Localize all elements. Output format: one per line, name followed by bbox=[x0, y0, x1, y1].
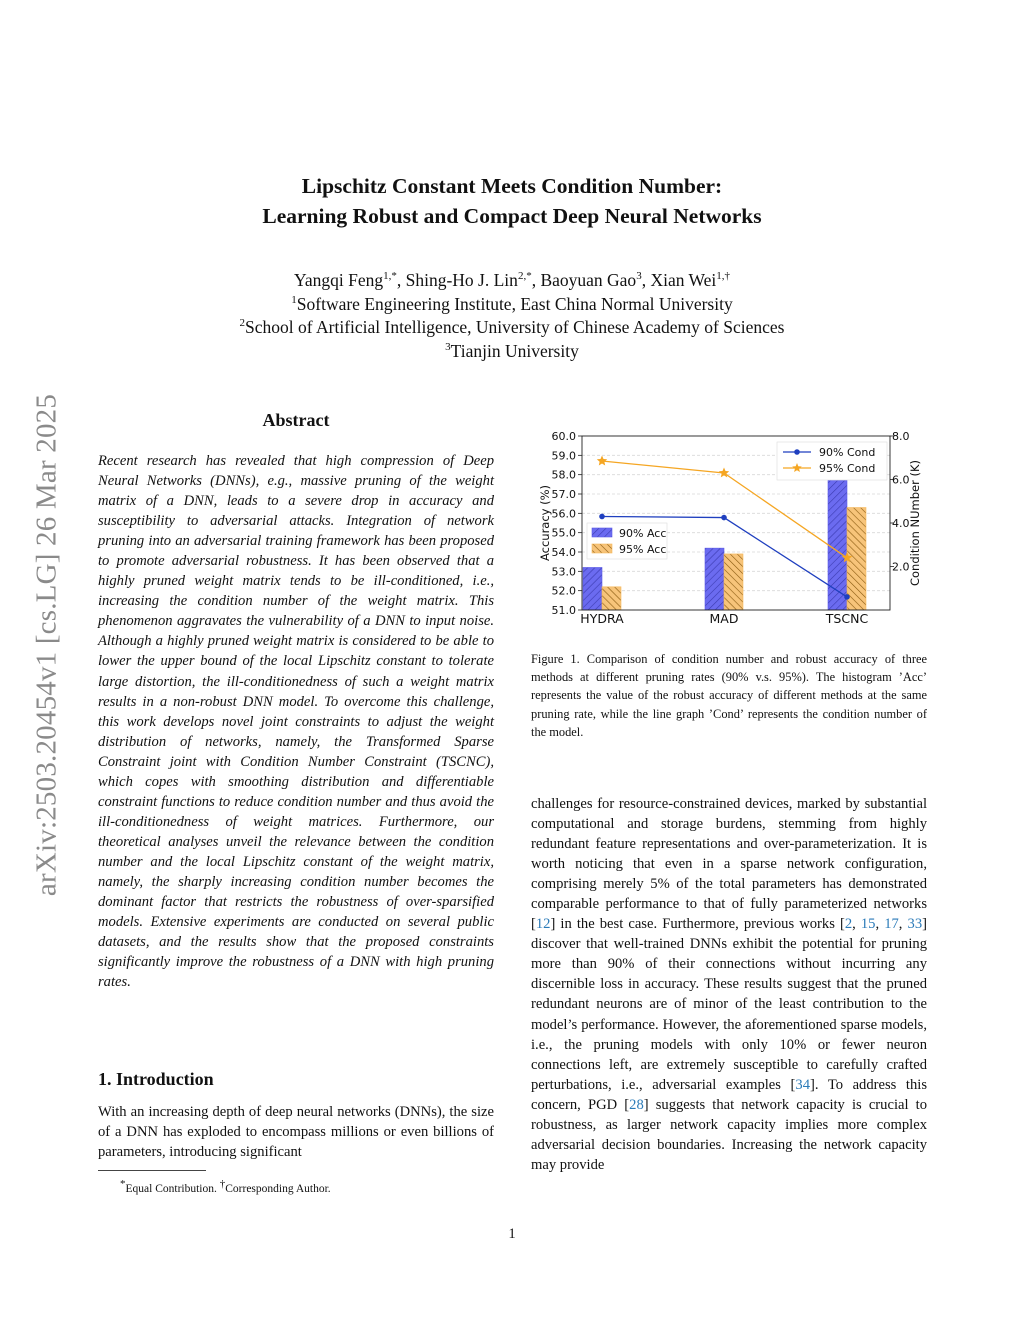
citation-link[interactable]: 17 bbox=[884, 916, 899, 933]
section-heading-introduction: 1. Introduction bbox=[98, 1069, 214, 1089]
affiliation-3: $^3$Tianjin University bbox=[445, 341, 579, 361]
legend-swatch-95 bbox=[592, 544, 612, 553]
paper-title-line-1: Lipschitz Constant Meets Condition Number: bbox=[301, 174, 723, 198]
y-tick-label: 60.0 bbox=[551, 430, 576, 443]
page-number: 1 bbox=[508, 1226, 516, 1242]
author-affiliation-mark: 1,† bbox=[716, 270, 731, 283]
bar-90-acc bbox=[705, 548, 724, 610]
y2-tick-label: 4.0 bbox=[892, 517, 910, 530]
author-name: , Baoyuan Gao bbox=[531, 270, 637, 290]
paper-title-line-2: Learning Robust and Compact Deep Neural Networks bbox=[262, 204, 762, 228]
point-95-cond bbox=[597, 456, 607, 466]
legend-label-90-acc: 90% Acc bbox=[619, 527, 667, 540]
y-tick-label: 53.0 bbox=[551, 565, 576, 579]
abstract-heading: Abstract bbox=[262, 410, 330, 430]
y-tick-label: 57.0 bbox=[551, 488, 576, 501]
citation-link[interactable]: 15 bbox=[860, 916, 876, 933]
author-list bbox=[0, 270, 1024, 291]
figure-1-chart bbox=[531, 426, 951, 636]
affiliation-2: $^2$School of Artificial Intelligence, University of Chinese Academy of Sciences bbox=[239, 317, 785, 337]
point-90-cond bbox=[599, 514, 605, 520]
citation-link[interactable]: 28 bbox=[629, 1096, 644, 1113]
figure-1-caption: Figure 1. Comparison of condition number and robust accuracy of three methods at different pruning rates (90% v.s. 95%). The histogram ’Acc’ represents the value of the robust accuracy of different methods at the same pruning rate, while the line graph ’Cond’ represents the condition number of the model. bbox=[531, 652, 927, 739]
y2-tick-label: 6.0 bbox=[892, 473, 910, 487]
author-name: Yangqi Feng bbox=[293, 270, 384, 290]
y-tick-label: 58.0 bbox=[551, 468, 576, 482]
bar-95-acc bbox=[724, 554, 743, 610]
footnote: *Equal Contribution. †Corresponding Author. bbox=[120, 1178, 331, 1195]
x-tick-label: TSCNC bbox=[825, 611, 869, 626]
legend-label-95-acc: 95% Acc bbox=[619, 543, 667, 556]
y-tick-label: 59.0 bbox=[551, 449, 576, 463]
citation-link[interactable]: 2 bbox=[844, 916, 853, 933]
legend-label-90-cond: 90% Cond bbox=[819, 446, 876, 459]
y-tick-label: 54.0 bbox=[551, 546, 576, 559]
legend-swatch-90 bbox=[592, 528, 612, 537]
abstract-body: Recent research has revealed that high compression of Deep Neural Networks (DNNs), e.g., massive pruning of the weight matrix of a DNN, leads to a severe drop in accuracy and susceptibility to adversarial attacks. Integration of network pruning into an adversarial training framework has been proposed to promote adversarial robustness. It has been observed that a highly pruned weight matrix tends to be ill-conditioned, i.e., increasing the condition number of the weight matrix. This phenomenon aggravates the vulnerability of a DNN to input noise. Although a highly pruned weight matrix is considered to be able to lower the upper bound of the local Lipschitz constant to tolerate large distortion, the ill-conditionedness of such a weight matrix results in a non-robust DNN model. To overcome this challenge, this work develops novel joint constraints to adjust the weight distribution of networks, namely, the Transformed Sparse Constraint joint with Condition Number Constraint (TSCNC), which copes with smoothing distribution and differentiable constraint functions to reduce condition number and thus avoid the ill-conditionedness of weight matrices. Furthermore, our theoretical analyses unveil the relevance between the condition number and the local Lipschitz constant of the weight matrix, namely, the sharply increasing condition number becomes the dominant factor that restricts the robustness of over-sparsified models. Extensive experiments are conducted on several public datasets, and the results show that the proposed constraints significantly improve the robustness of a DNN with high pruning rates. bbox=[98, 453, 494, 991]
y2-tick-label: 8.0 bbox=[892, 430, 910, 443]
author-name: , Shing-Ho J. Lin bbox=[396, 270, 518, 290]
author-name: , Xian Wei bbox=[641, 270, 717, 290]
x-tick-label: MAD bbox=[709, 611, 739, 626]
y2-axis-label: Condition NUmber (K) bbox=[908, 459, 922, 587]
introduction-paragraph: With an increasing depth of deep neural networks (DNNs), the size of a DNN has exploded to encompass millions or even billions of parameters, introducing significant bbox=[98, 1104, 494, 1160]
y-tick-label: 51.0 bbox=[551, 604, 576, 617]
y-tick-label: 55.0 bbox=[551, 526, 576, 540]
bar-90-acc bbox=[583, 567, 602, 610]
arxiv-identifier: arXiv:2503.20454v1 [cs.LG] 26 Mar 2025 bbox=[30, 393, 63, 897]
y-tick-label: 52.0 bbox=[551, 584, 576, 598]
author-affiliation-mark: 2,* bbox=[517, 270, 532, 283]
legend-marker-90 bbox=[794, 449, 800, 455]
y-tick-label: 56.0 bbox=[551, 507, 576, 521]
bar-95-acc bbox=[602, 587, 621, 610]
bar-95-acc bbox=[847, 508, 866, 610]
footnote-rule bbox=[98, 1170, 206, 1171]
legend-label-95-cond: 95% Cond bbox=[819, 462, 876, 475]
y2-tick-label: 2.0 bbox=[892, 560, 910, 574]
author-affiliation-mark: 3 bbox=[636, 270, 642, 283]
citation-link[interactable]: 34 bbox=[795, 1076, 810, 1093]
point-90-cond bbox=[721, 515, 727, 521]
point-90-cond bbox=[844, 594, 850, 600]
affiliation-1: $^1$Software Engineering Institute, East China Normal University bbox=[291, 294, 733, 314]
author-affiliation-mark: 1,* bbox=[383, 270, 397, 283]
x-tick-label: HYDRA bbox=[580, 611, 624, 626]
right-column-paragraph: challenges for resource-constrained devices, marked by substantial computational and storage burdens, stemming from highly redundant feature representations and over-parameterization. It is worth noticing that even in a sparse network configuration, comprising merely 5% of the total parameters has demonstrated comparable performance to that of fully parameterized networks [12] in the best case. Furthermore, previous works [2, 15, 17, 33] discover that well-trained DNNs exhibit the potential for pruning more than 90% of their connections without incurring any discernible loss in accuracy. These results suggest that the pruned redundant neurons are of minor of the least contribution to the model’s performance. However, the aforementioned sparse models, i.e., the pruning models with only 10% or fewer neuron connections left, are extremely susceptible to carefully crafted perturbations, i.e., adversarial examples [34]. To address this concern, PGD [28] suggests that network capacity is crucial to robustness, as larger network capacity implies more complex adversarial decision boundaries. Increasing the network capacity may provide bbox=[531, 796, 928, 1173]
citation-link[interactable]: 33 bbox=[907, 916, 923, 933]
citation-link[interactable]: 12 bbox=[535, 916, 551, 933]
y-axis-label: Accuracy (%) bbox=[538, 484, 552, 562]
